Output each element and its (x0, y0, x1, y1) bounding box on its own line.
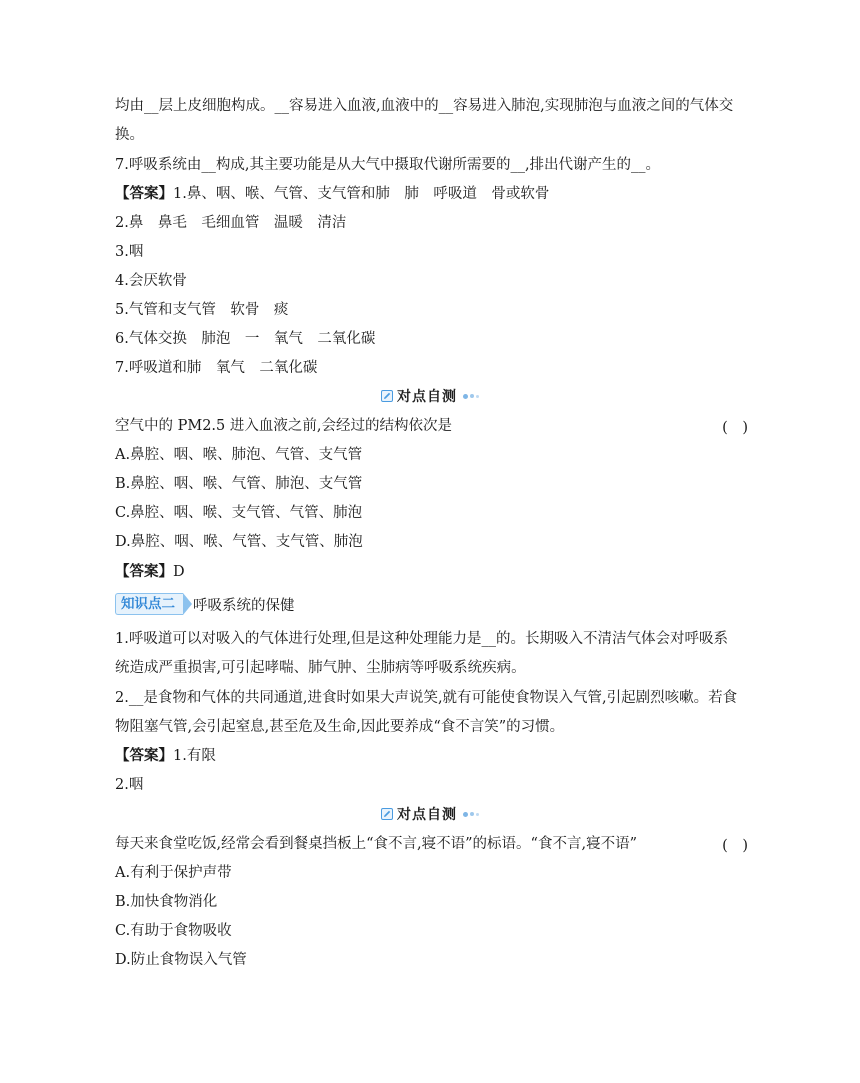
self-test-heading (0, 386, 860, 408)
pencil-icon (381, 808, 393, 820)
option-d: D.防止食物误入气管 (115, 952, 247, 968)
text-line: 物阻塞气管,会引起窒息,甚至危及生命,因此要养成“食不言笑”的习惯。 (115, 719, 565, 735)
text-line: 7.呼吸系统由__构成,其主要功能是从大气中摄取代谢所需要的__,排出代谢产生的__。 (115, 157, 661, 173)
answer-text: D (173, 564, 185, 580)
heading-text: 对点自测 (397, 389, 457, 405)
answer-line (115, 562, 750, 582)
answer-text: 1.有限 (173, 748, 216, 764)
knowledge-point-badge: 知识点二 (115, 593, 183, 615)
option-c: C.有助于食物吸收 (115, 923, 232, 939)
option-d: D.鼻腔、咽、喉、气管、支气管、肺泡 (115, 534, 363, 550)
answer-line: 4.会厌软骨 (115, 273, 187, 289)
answer-line: 6.气体交换 肺泡 一 氧气 二氧化碳 (115, 331, 376, 347)
self-test-heading (0, 804, 860, 826)
text-line: 统造成严重损害,可引起哮喘、肺气肿、尘肺病等呼吸系统疾病。 (115, 660, 526, 676)
text-line: 1.呼吸道可以对吸入的气体进行处理,但是这种处理能力是__的。长期吸入不清洁气体会对呼吸系 (115, 631, 728, 647)
knowledge-point-title: 呼吸系统的保健 (193, 597, 295, 614)
option-c: C.鼻腔、咽、喉、支气管、气管、肺泡 (115, 505, 363, 521)
answer-text: 1.鼻、咽、喉、气管、支气管和肺 肺 呼吸道 骨或软骨 (173, 186, 550, 202)
answer-tag: 【答案】 (115, 563, 173, 580)
answer-tag: 【答案】 (115, 747, 173, 764)
heading-text: 对点自测 (397, 807, 457, 823)
answer-line (115, 184, 750, 204)
option-b: B.加快食物消化 (115, 894, 218, 910)
answer-line: 5.气管和支气管 软骨 痰 (115, 302, 289, 318)
pencil-icon (381, 390, 393, 402)
answer-line: 2.鼻 鼻毛 毛细血管 温暖 清洁 (115, 215, 347, 231)
answer-line (115, 746, 750, 766)
dots-decoration (463, 812, 479, 817)
knowledge-point-header (115, 593, 295, 615)
question-text: 每天来食堂吃饭,经常会看到餐桌挡板上“食不言,寝不语”的标语。“食不言,寝不语” (115, 836, 637, 852)
answer-bracket: ( ) (722, 838, 748, 854)
answer-tag: 【答案】 (115, 185, 173, 202)
answer-bracket: ( ) (722, 420, 748, 436)
answer-line: 3.咽 (115, 244, 144, 260)
option-a: A.鼻腔、咽、喉、肺泡、气管、支气管 (115, 447, 363, 463)
option-a: A.有利于保护声带 (115, 865, 232, 881)
question-text: 空气中的 PM2.5 进入血液之前,会经过的结构依次是 (115, 418, 452, 434)
text-line: 换。 (115, 127, 144, 143)
dots-decoration (463, 394, 479, 399)
answer-line: 2.咽 (115, 777, 144, 793)
text-line: 2.__是食物和气体的共同通道,进食时如果大声说笑,就有可能使食物误入气管,引起剧烈咳嗽。若食 (115, 690, 738, 706)
text-line: 均由__层上皮细胞构成。__容易进入血液,血液中的__容易进入肺泡,实现肺泡与血液之间的气体交 (115, 98, 734, 114)
option-b: B.鼻腔、咽、喉、气管、肺泡、支气管 (115, 476, 363, 492)
answer-line: 7.呼吸道和肺 氧气 二氧化碳 (115, 360, 318, 376)
